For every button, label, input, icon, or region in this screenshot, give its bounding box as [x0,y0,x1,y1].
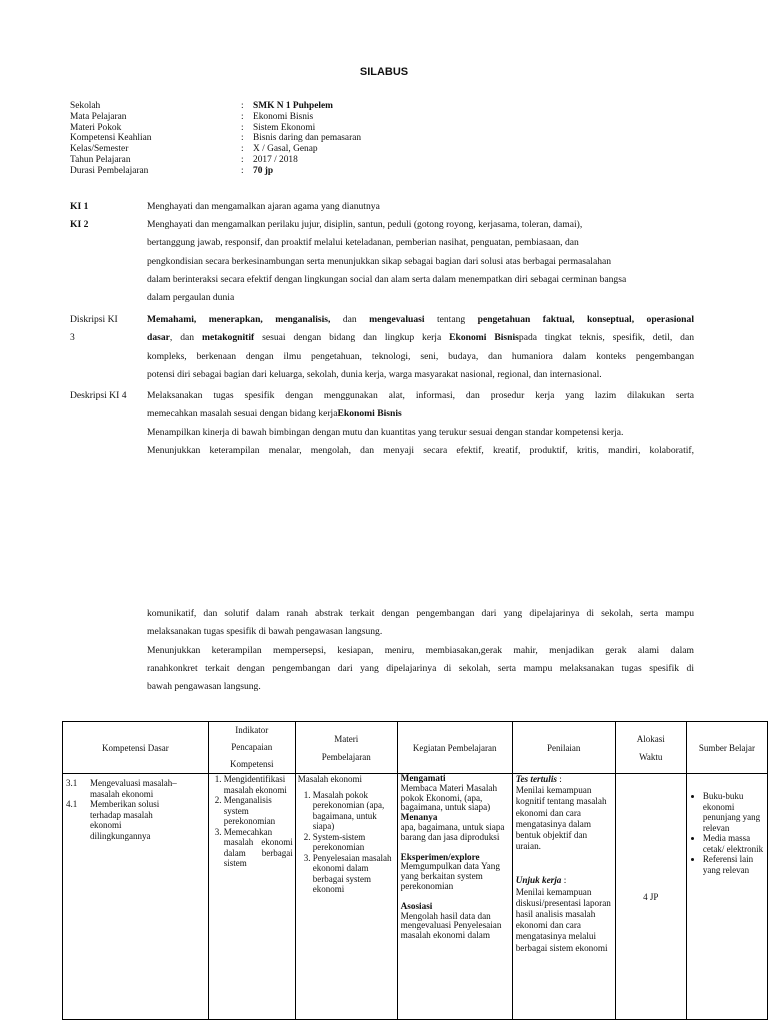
ki3-text-part: dan [330,314,370,325]
info-label: Tahun Pelajaran [70,155,131,165]
info-label: Durasi Pembelajaran [70,165,149,176]
kegiatan-heading: Asosiasi [400,900,433,911]
kegiatan-heading: Eksperimen/explore [400,851,480,862]
ki4-text-top [147,387,694,460]
info-value: 2017 / 2018 [253,155,298,165]
ki3-label-line: 3 [70,332,75,344]
ki4-line: bawah pengawasan langsung. [147,681,261,693]
info-colon: : [241,101,244,111]
kd-item [66,799,206,841]
ki2-label: KI 2 [70,219,89,230]
indikator-item: 1. Mengidentifikasi masalah ekonomi [224,774,293,795]
ki3-line: kompleks, berkenaan dengan ilmu pengetahuan, teknologi, seni, budaya, dan humaniora dalam konteks pengembangan [147,350,694,362]
info-value: Ekonomi Bisnis [253,111,314,122]
header-text: Pembelajaran [321,751,371,762]
header-text: Kompetensi [230,759,274,769]
penilaian-heading-text: Unjuk kerja [515,875,562,886]
ki1-text: Menghayati dan mengamalkan ajaran agama yang dianutnya [147,201,380,212]
info-value: X / Gasal, Genap [253,144,318,155]
penilaian-colon: : [561,875,567,886]
header-text: Pencapaian [231,742,273,752]
ki2-line: dalam berinteraksi secara efektif dengan lingkungan social dan alam serta dalam menempatkan diri sebagai cerminan bangsa [147,273,627,285]
header-materi [295,722,397,774]
info-colon: : [241,133,244,144]
ki3-bold: pengetahuan faktual, konseptual, operasional [477,314,694,325]
ki2-line: dalam pergaulan dunia [147,292,235,304]
header-sumber: Sumber Belajar [686,722,767,774]
ki4-line [147,405,694,423]
info-value: 70 jp [253,165,274,176]
kd-number: 4.1 [66,799,78,809]
ki3-text-part: pada tingkat teknis, spesifik, detil, dan [518,332,695,344]
syllabus-table [62,721,768,1020]
ki4-line: melaksanakan tugas spesifik di bawah pengawasan langsung. [147,626,383,638]
info-value: SMK N 1 Puhpelem [253,101,333,111]
kd-text: Mengevaluasi masalah–masalah ekonomi [90,778,177,799]
kd-number: 3.1 [66,778,78,788]
info-label: Sekolah [70,101,101,111]
penilaian-text: Menilai kemampuan kognitif tentang masalah ekonomi dan cara mengatasinya dalam bentuk objektif dan uraian. [515,785,607,852]
ki3-bold: Ekonomi Bisnis [449,332,519,344]
info-label: Kompetensi Keahlian [70,133,152,144]
info-colon: : [241,165,244,176]
info-value: Sistem Ekonomi [253,122,316,133]
ki3-bold: metakognitif [201,332,255,344]
ki2-line: bertanggung jawab, responsif, dan proaktif melalui keteladanan, pemberian nasihat, penguatan, pembiasaan, dan [147,237,579,249]
indikator-item: 2. Menganalisis system perekonomian [224,795,293,827]
ki4-line: Menampilkan kinerja di bawah bimbingan dengan mutu dan kuantitas yang terukur sesuai dengan standar kompetensi kerja. [147,426,624,438]
header-kd: Kompetensi Dasar [63,722,209,774]
kegiatan-text: Mengolah hasil data dan mengevaluasi Penyelesaian masalah ekonomi dalam [400,910,502,941]
ki3-bold: mengevaluasi [369,314,425,325]
cell-kegiatan [397,774,512,1020]
ki3-label [70,311,118,348]
info-colon: : [241,144,244,155]
indikator-item: 3. Memecahkan masalah ekonomi dalam berbagai sistem [224,827,293,869]
info-colon: : [241,155,244,165]
kegiatan-text: Membaca Materi Masalah pokok Ekonomi, (apa, bagaimana, untuk siapa) [400,782,498,813]
ki3-bold: dasar [147,332,170,344]
ki4-line: ranahkonkret terkait dengan pengembangan dari yang dipelajarinya di sekolah, serta mampu melaksanakan tugas spesifik di [147,662,694,674]
kegiatan-heading: Menanya [400,812,438,823]
kegiatan-text: Memgumpulkan data Yang yang berkaitan system perekonomian [400,861,500,891]
ki4-text-bottom [147,605,694,696]
kegiatan-heading: Mengamati [400,773,446,783]
header-indikator [208,722,295,774]
ki3-label-line: Diskripsi KI [70,314,118,325]
alokasi-value: 4 JP [643,891,659,902]
header-penilaian: Penilaian [512,722,615,774]
ki3-line: potensi diri sebagai bagian dari keluarga, sekolah, dunia kerja, warga masyarakat nasional, regional, dan internasional. [147,368,602,380]
cell-sumber [686,774,767,1020]
header-text: Alokasi [636,733,665,744]
ki2-line: pengkondisian secara berkesinambungan serta menunjukkan sikap sebagai bagian dari solusi atas berbagai permasalahan [147,255,612,267]
ki3-text [147,311,694,384]
ki3-text-part: sesuai dengan bidang dan lingkup kerja [254,332,450,344]
materi-item: 3. Penyelesaian masalah ekonomi dalam berbagai system ekonomi [313,853,395,895]
penilaian-colon: : [556,774,562,784]
ki4-line: Melaksanakan tugas spesifik dengan menggunakan alat, informasi, dan prosedur kerja yang lazim dilakukan serta [147,390,694,401]
info-colon: : [241,111,244,122]
cell-indikator [208,774,295,1020]
sumber-item: • Referensi lain yang relevan [703,854,765,875]
cell-penilaian [512,774,615,1020]
header-text: Waktu [639,751,663,762]
table-header-row [63,722,768,774]
cell-materi [295,774,397,1020]
ki4-text-part: memecahkan masalah sesuai dengan bidang kerja [147,408,338,420]
info-value: Bisnis daring dan pemasaran [253,133,362,144]
cell-alokasi [615,774,686,1020]
ki4-label: Deskripsi KI 4 [70,390,127,401]
info-colon: : [241,122,244,133]
materi-item: 1. Masalah pokok perekonomian (apa, bagaimana, untuk siapa) [313,790,395,832]
ki4-line: Menunjukkan keterampilan menalar, mengolah, dan menyaji secara efektif, kreatif, produktif, kritis, mandiri, kolaboratif, [147,444,694,456]
sumber-item: • Buku-buku ekonomi penunjang yang relevan [703,791,765,833]
kegiatan-text: apa, bagaimana, untuk siapa barang dan jasa diproduksi [400,821,505,842]
sumber-item: • Media massa cetak/ elektronik [703,833,765,854]
kd-item [66,778,206,799]
header-alokasi [615,722,686,774]
materi-item: 2. System-sistem perekonomian [313,832,395,853]
document-title: SILABUS [359,66,409,78]
penilaian-heading [516,774,613,785]
ki2-line: Menghayati dan mengamalkan perilaku jujur, disiplin, santun, peduli (gotong royong, kerjasama, toleran, damai), [147,219,583,230]
ki4-line: komunikatif, dan solutif dalam ranah abstrak terkait dengan pengembangan dari yang dipelajarinya di sekolah, serta mampu [147,608,694,619]
ki1-label: KI 1 [70,201,89,212]
materi-title: Masalah ekonomi [297,774,363,784]
ki2-text [147,216,697,307]
penilaian-heading [516,875,613,886]
ki4-bold: Ekonomi Bisnis [337,408,402,420]
ki3-text-part: , dan [169,332,202,344]
ki4-line: Menunjukkan keterampilan mempersepsi, kesiapan, meniru, membiasakan,gerak mahir, menjadikan gerak alami dalam [147,644,694,656]
identity-block [0,102,768,182]
ki3-bold: Memahami, menerapkan, menganalisis, [147,314,331,325]
ki3-line [147,329,694,347]
ki3-line [147,311,694,329]
table-row [63,774,768,1020]
header-text: Materi [334,733,359,744]
penilaian-heading-text: Tes tertulis [515,774,557,784]
info-label: Mata Pelajaran [70,111,127,122]
header-text: Indikator [235,725,269,735]
penilaian-text: Menilai kemampuan diskusi/presentasi laporan hasil analisis masalah ekonomi dan cara mengatasinya melalui berbagai sistem ekonomi [515,886,611,953]
cell-kd [63,774,209,1020]
kd-text: Memberikan solusi terhadap masalah ekonomi dilingkungannya [90,799,160,841]
info-label: Materi Pokok [70,122,122,133]
header-kegiatan: Kegiatan Pembelajaran [397,722,512,774]
info-label: Kelas/Semester [70,144,129,155]
ki3-text-part: tentang [424,314,478,325]
